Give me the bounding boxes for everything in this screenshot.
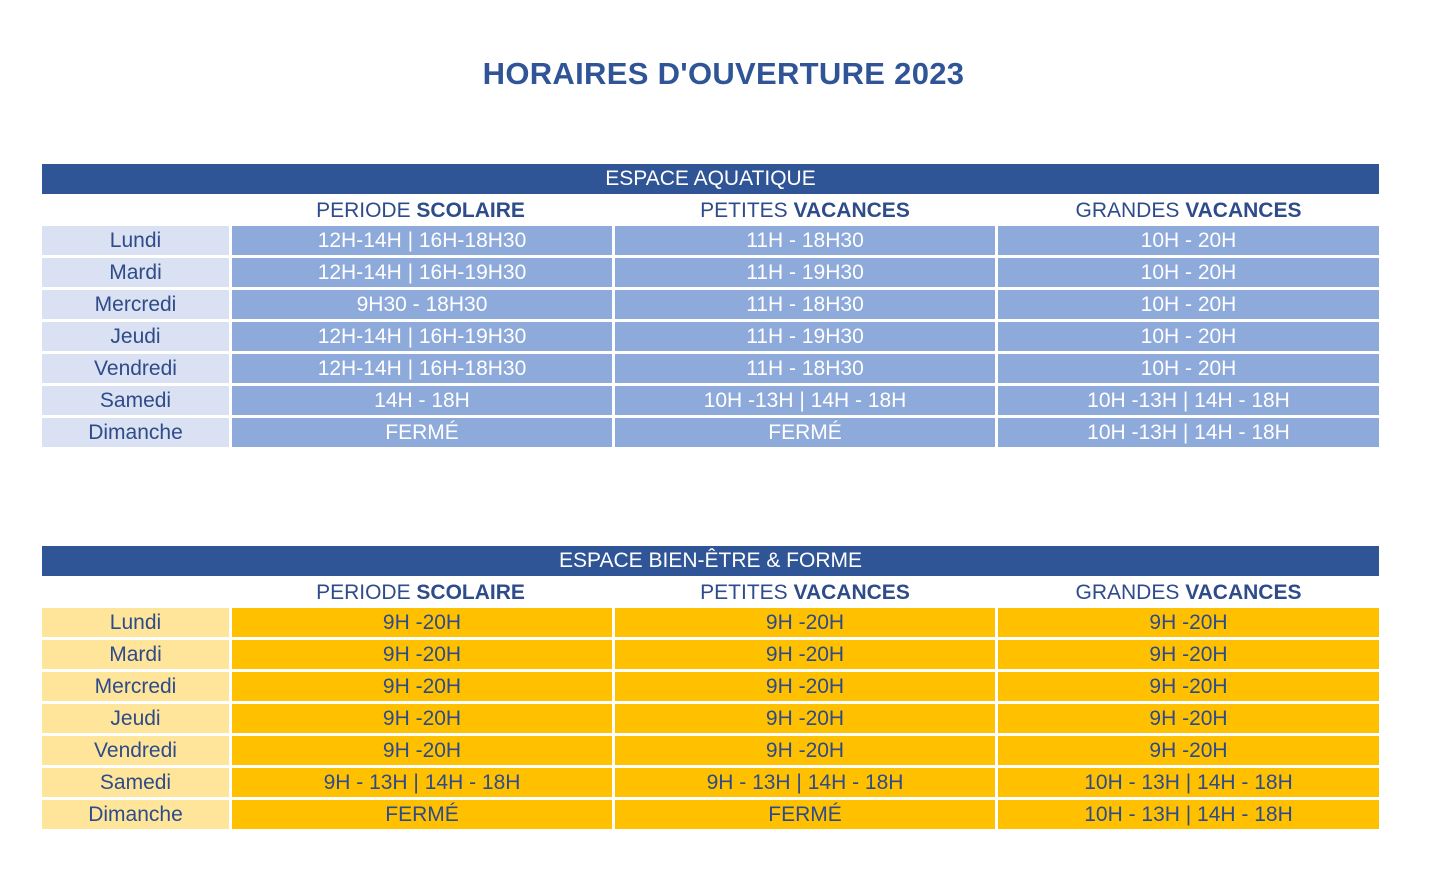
aquatique-heading: ESPACE AQUATIQUE <box>42 164 1379 194</box>
hours-cell-scolaire: 9H -20H <box>232 608 612 637</box>
forme-column-headers <box>42 576 1379 607</box>
header-label-light: GRANDES <box>1075 581 1186 604</box>
hours-cell-grandes: 9H -20H <box>998 704 1379 733</box>
header-label-bold: VACANCES <box>793 581 910 604</box>
hours-cell-petites: 11H - 19H30 <box>615 322 995 351</box>
hours-cell-grandes: 9H -20H <box>998 672 1379 701</box>
day-cell: Mardi <box>42 258 229 287</box>
table-row <box>42 290 1379 319</box>
hours-cell-petites: 9H -20H <box>615 640 995 669</box>
table-row <box>42 322 1379 351</box>
aquatique-section <box>42 164 1379 447</box>
table-row <box>42 768 1379 797</box>
forme-table-body <box>42 608 1379 829</box>
table-row <box>42 640 1379 669</box>
hours-cell-grandes: 9H -20H <box>998 640 1379 669</box>
hours-cell-grandes: 10H - 20H <box>998 322 1379 351</box>
hours-cell-scolaire: 9H -20H <box>232 736 612 765</box>
table-row <box>42 608 1379 637</box>
day-cell: Jeudi <box>42 322 229 351</box>
hours-cell-petites: FERMÉ <box>615 418 995 447</box>
header-periode-scolaire <box>229 576 612 607</box>
hours-cell-grandes: 10H - 20H <box>998 258 1379 287</box>
table-row <box>42 258 1379 287</box>
day-cell: Jeudi <box>42 704 229 733</box>
hours-cell-scolaire: 12H-14H | 16H-19H30 <box>232 258 612 287</box>
header-label-bold: VACANCES <box>1185 199 1302 222</box>
hours-cell-petites: 9H -20H <box>615 672 995 701</box>
hours-cell-petites: 11H - 18H30 <box>615 226 995 255</box>
hours-cell-grandes: 10H - 13H | 14H - 18H <box>998 800 1379 829</box>
hours-cell-scolaire: 9H -20H <box>232 672 612 701</box>
header-label-light: PERIODE <box>316 581 417 604</box>
aquatique-column-headers <box>42 194 1379 225</box>
header-label-bold: VACANCES <box>793 199 910 222</box>
hours-cell-scolaire: 12H-14H | 16H-18H30 <box>232 354 612 383</box>
hours-cell-grandes: 10H -13H | 14H - 18H <box>998 418 1379 447</box>
page-title: HORAIRES D'OUVERTURE 2023 <box>482 56 965 91</box>
day-cell: Mercredi <box>42 290 229 319</box>
day-cell: Vendredi <box>42 736 229 765</box>
day-cell: Mercredi <box>42 672 229 701</box>
aquatique-table-body <box>42 226 1379 447</box>
day-column-header <box>42 576 226 607</box>
header-grandes-vacances <box>998 194 1379 225</box>
day-cell: Samedi <box>42 386 229 415</box>
table-row <box>42 800 1379 829</box>
hours-cell-grandes: 9H -20H <box>998 608 1379 637</box>
header-petites-vacances <box>615 576 995 607</box>
hours-cell-petites: 11H - 18H30 <box>615 290 995 319</box>
forme-section <box>42 546 1379 829</box>
hours-cell-grandes: 10H - 20H <box>998 226 1379 255</box>
hours-cell-petites: 11H - 19H30 <box>615 258 995 287</box>
table-row <box>42 386 1379 415</box>
hours-cell-grandes: 10H - 20H <box>998 354 1379 383</box>
day-cell: Samedi <box>42 768 229 797</box>
day-cell: Vendredi <box>42 354 229 383</box>
header-label-bold: SCOLAIRE <box>416 199 525 222</box>
hours-cell-petites: 10H -13H | 14H - 18H <box>615 386 995 415</box>
table-row <box>42 736 1379 765</box>
hours-cell-scolaire: 14H - 18H <box>232 386 612 415</box>
day-column-header <box>42 194 226 225</box>
hours-cell-scolaire: 12H-14H | 16H-18H30 <box>232 226 612 255</box>
table-row <box>42 704 1379 733</box>
hours-cell-scolaire: 12H-14H | 16H-19H30 <box>232 322 612 351</box>
day-cell: Mardi <box>42 640 229 669</box>
hours-cell-scolaire: 9H -20H <box>232 704 612 733</box>
header-petites-vacances <box>615 194 995 225</box>
day-cell: Lundi <box>42 608 229 637</box>
header-grandes-vacances <box>998 576 1379 607</box>
header-label-bold: VACANCES <box>1185 581 1302 604</box>
hours-cell-petites: 9H -20H <box>615 608 995 637</box>
day-cell: Lundi <box>42 226 229 255</box>
hours-cell-petites: 9H - 13H | 14H - 18H <box>615 768 995 797</box>
hours-cell-grandes: 9H -20H <box>998 736 1379 765</box>
forme-heading: ESPACE BIEN-ÊTRE & FORME <box>42 546 1379 576</box>
header-periode-scolaire <box>229 194 612 225</box>
table-row <box>42 418 1379 447</box>
hours-cell-petites: 9H -20H <box>615 704 995 733</box>
header-label-light: PERIODE <box>316 199 417 222</box>
day-cell: Dimanche <box>42 800 229 829</box>
hours-cell-scolaire: 9H30 - 18H30 <box>232 290 612 319</box>
hours-cell-scolaire: FERMÉ <box>232 418 612 447</box>
header-label-bold: SCOLAIRE <box>416 581 525 604</box>
hours-cell-petites: FERMÉ <box>615 800 995 829</box>
table-row <box>42 672 1379 701</box>
hours-cell-grandes: 10H -13H | 14H - 18H <box>998 386 1379 415</box>
hours-cell-scolaire: 9H - 13H | 14H - 18H <box>232 768 612 797</box>
header-label-light: PETITES <box>700 581 794 604</box>
day-cell: Dimanche <box>42 418 229 447</box>
header-label-light: GRANDES <box>1075 199 1186 222</box>
hours-cell-grandes: 10H - 13H | 14H - 18H <box>998 768 1379 797</box>
header-label-light: PETITES <box>700 199 794 222</box>
hours-cell-grandes: 10H - 20H <box>998 290 1379 319</box>
hours-cell-petites: 9H -20H <box>615 736 995 765</box>
table-row <box>42 226 1379 255</box>
hours-cell-petites: 11H - 18H30 <box>615 354 995 383</box>
hours-cell-scolaire: 9H -20H <box>232 640 612 669</box>
hours-cell-scolaire: FERMÉ <box>232 800 612 829</box>
table-row <box>42 354 1379 383</box>
